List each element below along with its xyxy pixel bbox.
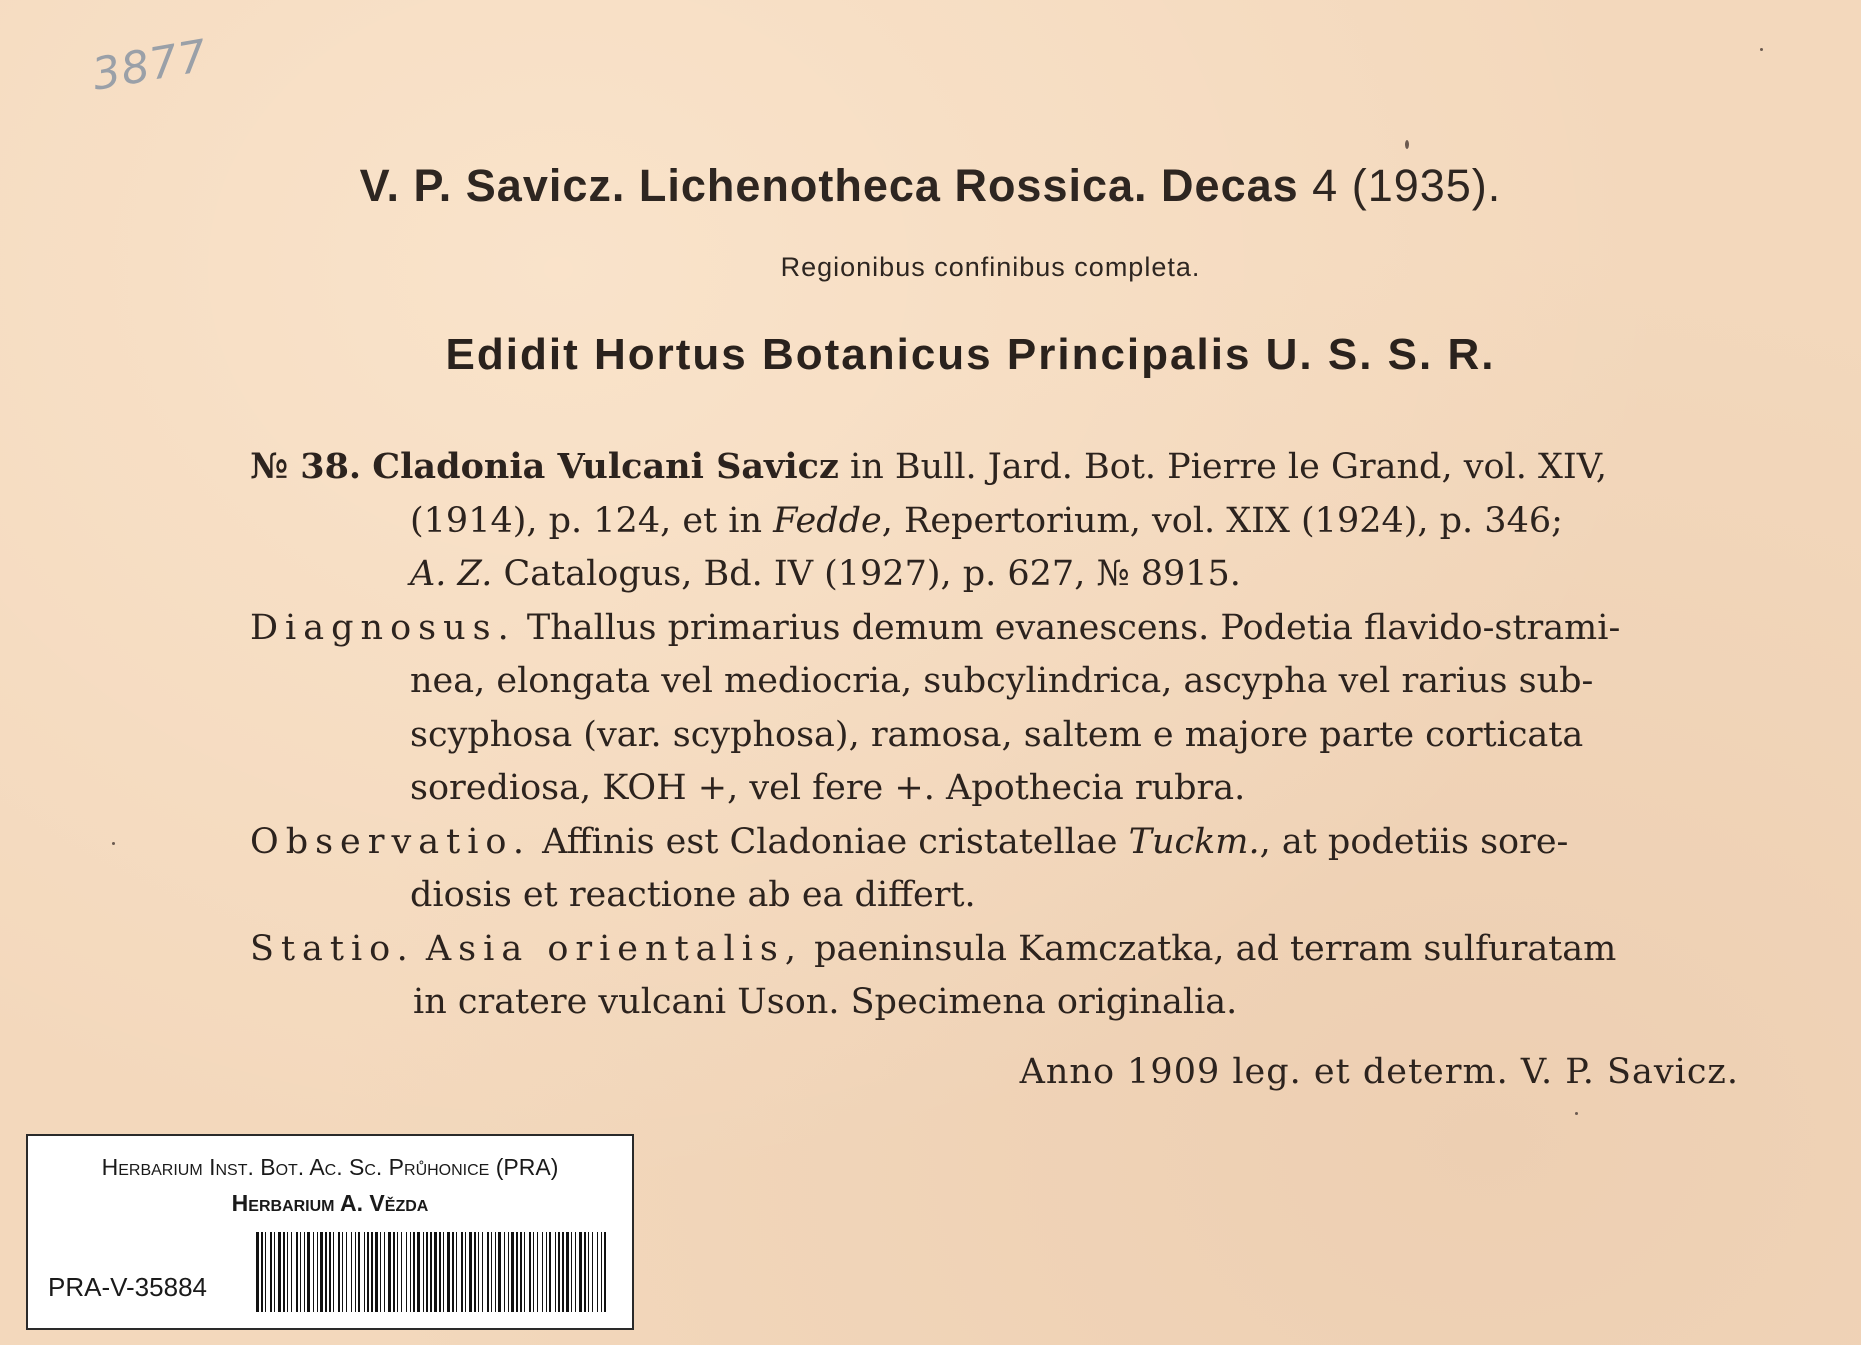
barcode-bar — [265, 1232, 266, 1312]
barcode-bar — [465, 1232, 466, 1312]
barcode-bar — [296, 1232, 298, 1312]
barcode-bar — [592, 1232, 593, 1312]
barcode-bar — [482, 1232, 483, 1312]
barcode-bar — [338, 1232, 340, 1312]
barcode-bar — [533, 1232, 534, 1312]
barcode-bar — [461, 1232, 463, 1312]
barcode-bar — [401, 1232, 402, 1312]
paper-speck — [112, 842, 115, 845]
paper-speck — [1405, 140, 1409, 149]
barcode-bar — [447, 1232, 450, 1312]
statio-text: paeninsula Kamczatka, ad terram sulfuratam — [814, 928, 1617, 969]
barcode-bar — [524, 1232, 525, 1312]
statio-paragraph — [250, 923, 1740, 1030]
barcode-bar — [333, 1232, 334, 1312]
title-year: (1935). — [1351, 160, 1502, 211]
barcode-bar — [417, 1232, 420, 1312]
barcode-bar — [261, 1232, 263, 1312]
barcode-bar — [456, 1232, 457, 1312]
barcode-bar — [516, 1232, 518, 1312]
barcode-bar — [469, 1232, 472, 1312]
barcode-bar — [430, 1232, 432, 1312]
citation-line-1: in Bull. Jard. Bot. Pierre le Grand, vol. XIV, — [850, 447, 1608, 487]
barcode-bar — [410, 1232, 411, 1312]
barcode-bar — [487, 1232, 489, 1312]
barcode-bar — [584, 1232, 586, 1312]
specimen-id: PRA-V-35884 — [48, 1272, 207, 1302]
barcode-bar — [274, 1232, 275, 1312]
barcode-bar — [367, 1232, 369, 1312]
barcode-bar — [542, 1232, 543, 1312]
barcode-bar — [579, 1232, 582, 1312]
barcode-bar — [371, 1232, 373, 1312]
barcode-bar — [426, 1232, 428, 1312]
barcode-bar — [529, 1232, 531, 1312]
barcode-bar — [555, 1232, 556, 1312]
observatio-text-a: Affinis est Cladoniae cristatellae — [542, 821, 1118, 862]
page-title — [0, 160, 1861, 212]
barcode-bar — [495, 1232, 496, 1312]
barcode-bar — [317, 1232, 318, 1312]
herbarium-label — [26, 1134, 634, 1330]
statio-line-2: in cratere vulcani Uson. Specimena originalia. — [413, 982, 1238, 1022]
barcode-bar — [342, 1232, 343, 1312]
diagnosis-line-2: nea, elongata vel mediocria, subcylindrica, ascypha vel rarius sub- — [410, 661, 1594, 701]
herbarium-institution: Herbarium Inst. Bot. Ac. Sc. Průhonice (PRA) — [101, 1154, 559, 1180]
entry-number: № 38. — [250, 446, 362, 487]
barcode-bar — [491, 1232, 492, 1312]
barcode-bar — [397, 1232, 398, 1312]
barcode-bar — [325, 1232, 327, 1312]
barcode-bar — [406, 1232, 407, 1312]
publisher-line: Edidit Hortus Botanicus Principalis U. S. S. R. — [445, 330, 1496, 379]
barcode-bar — [278, 1232, 281, 1312]
barcode-bar — [384, 1232, 385, 1312]
barcode-bar — [393, 1232, 395, 1312]
barcode-bar — [256, 1232, 259, 1312]
observatio-text-b: , at podetiis sore- — [1259, 821, 1569, 862]
barcode-bar — [549, 1232, 551, 1312]
barcode-bar — [520, 1232, 522, 1312]
barcode-bar — [562, 1232, 564, 1312]
observatio-line-2: diosis et reactione ab ea differt. — [410, 875, 976, 915]
citation-fedde: Fedde — [773, 500, 882, 541]
barcode-bar — [575, 1232, 576, 1312]
barcode-bar — [329, 1232, 331, 1312]
barcode-bar — [413, 1232, 415, 1312]
observatio-author: Tuckm. — [1128, 821, 1260, 862]
barcode-bar — [355, 1232, 356, 1312]
barcode-bar — [287, 1232, 288, 1312]
barcode-bar — [508, 1232, 509, 1312]
barcode-bar — [604, 1232, 606, 1312]
barcode-bar — [375, 1232, 378, 1312]
barcode-bar — [588, 1232, 589, 1312]
diagnosis-paragraph — [250, 602, 1740, 816]
specimen-entry — [250, 440, 1740, 1030]
barcode-bar — [498, 1232, 501, 1312]
handwritten-accession-number: 3877 — [88, 30, 212, 101]
barcode-bar — [320, 1232, 323, 1312]
barcode-bar — [300, 1232, 301, 1312]
barcode-bar — [304, 1232, 305, 1312]
barcode-bar — [504, 1232, 505, 1312]
barcode-bar — [351, 1232, 352, 1312]
barcode-bar — [566, 1232, 569, 1312]
barcode-bar — [313, 1232, 314, 1312]
citation-line-2: (1914), p. 124, et in — [410, 500, 762, 541]
paper-speck — [1575, 1112, 1578, 1115]
observatio-label: Observatio. — [250, 821, 531, 862]
diagnosis-label: Diagnosus. — [250, 607, 516, 648]
species-name: Cladonia Vulcani Savicz — [372, 446, 839, 487]
citation-paragraph — [250, 440, 1740, 602]
citation-line-3: Catalogus, Bd. IV (1927), p. 627, № 8915. — [503, 554, 1241, 594]
diagnosis-line-3: scyphosa (var. scyphosa), ramosa, saltem e majore parte corticata — [410, 714, 1584, 755]
barcode-bar — [364, 1232, 365, 1312]
barcode-bar — [307, 1232, 310, 1312]
barcode-bar — [511, 1232, 514, 1312]
barcode — [256, 1232, 608, 1312]
observatio-paragraph — [250, 816, 1740, 923]
barcode-bar — [380, 1232, 381, 1312]
citation-line-2b: , Repertorium, vol. XIX (1924), p. 346; — [881, 500, 1563, 541]
barcode-bar — [452, 1232, 454, 1312]
barcode-bar — [346, 1232, 347, 1312]
collector-line: Anno 1909 leg. et determ. V. P. Savicz. — [1019, 1052, 1739, 1092]
barcode-bar — [423, 1232, 424, 1312]
barcode-bar — [439, 1232, 441, 1312]
barcode-bar — [601, 1232, 602, 1312]
statio-label: Statio. — [250, 928, 415, 969]
barcode-bar — [597, 1232, 598, 1312]
citation-az: A. Z. — [410, 554, 493, 594]
barcode-bar — [270, 1232, 272, 1312]
barcode-bar — [443, 1232, 444, 1312]
subtitle: Regionibus confinibus completa. — [780, 252, 1201, 282]
barcode-bar — [283, 1232, 285, 1312]
herbarium-collection: Herbarium A. Vězda — [231, 1190, 429, 1216]
diagnosis-line-1: Thallus primarius demum evanescens. Podetia flavido-strami- — [526, 607, 1621, 648]
barcode-bar — [291, 1232, 292, 1312]
barcode-bar — [571, 1232, 572, 1312]
barcode-bar — [434, 1232, 437, 1312]
statio-region: Asia orientalis, — [425, 928, 803, 969]
barcode-bar — [388, 1232, 391, 1312]
barcode-bar — [537, 1232, 538, 1312]
barcode-bar — [558, 1232, 560, 1312]
barcode-bar — [546, 1232, 547, 1312]
diagnosis-line-4: sorediosa, KOH +, vel fere +. Apothecia rubra. — [410, 768, 1246, 808]
barcode-bar — [478, 1232, 479, 1312]
barcode-bar — [474, 1232, 476, 1312]
paper-speck — [1760, 48, 1763, 51]
title-text: V. P. Savicz. Lichenotheca Rossica. Decas — [359, 160, 1299, 211]
barcode-bar — [358, 1232, 360, 1312]
title-decas-number: 4 — [1312, 160, 1339, 211]
